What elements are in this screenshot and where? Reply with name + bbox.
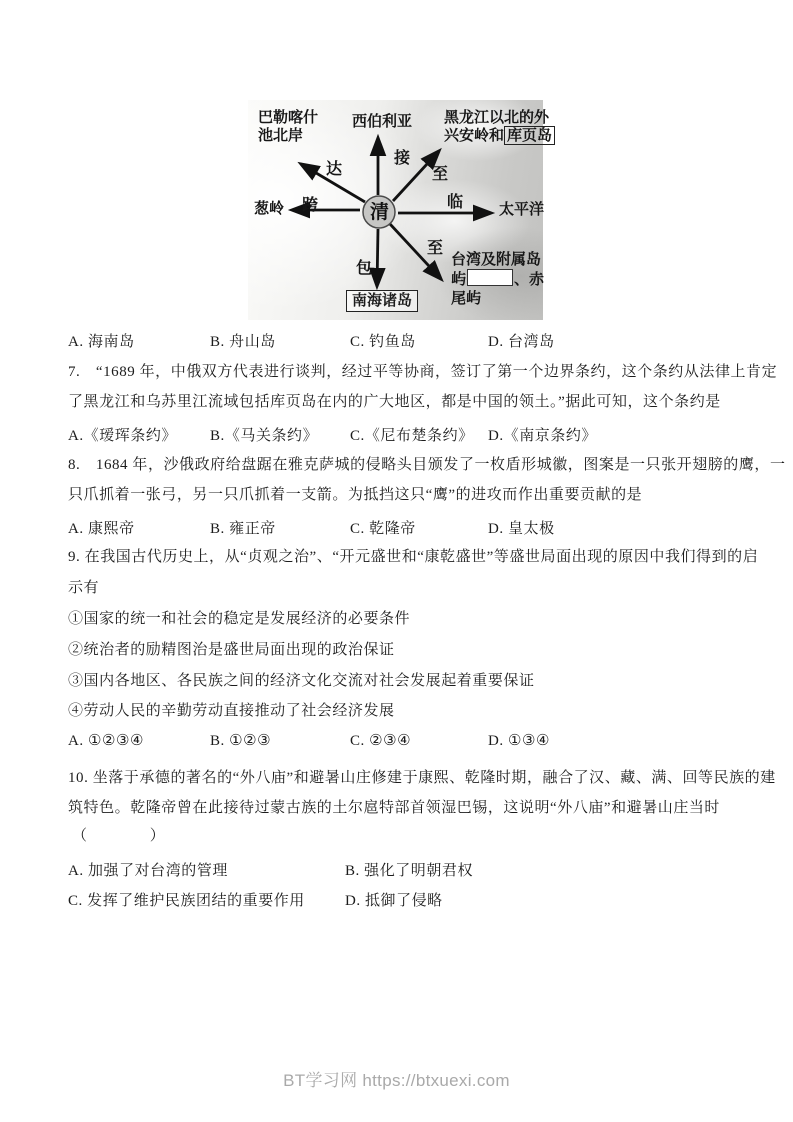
- q9-text-line2: 示有: [68, 580, 100, 596]
- edge-label-da: 达: [326, 161, 343, 178]
- site-watermark: BT学习网 https://btxuexi.com: [283, 1071, 510, 1090]
- q10-text-line2: 筑特色。乾隆帝曾在此接待过蒙古族的土尔扈特部首领湿巴锡，这说明“外八庙”和避暑山庄当时: [68, 800, 720, 816]
- q9-option-c: C. ②③④: [350, 733, 412, 749]
- south-china-sea-box: 南海诸岛: [346, 290, 418, 312]
- qing-territory-diagram: [248, 100, 553, 320]
- q10-option-d: D. 抵御了侵略: [345, 893, 443, 909]
- q9-option-d: D. ①③④: [488, 733, 550, 749]
- q7-option-a: A.《瑷珲条约》: [68, 428, 177, 444]
- q6-option-a: A. 海南岛: [68, 334, 135, 350]
- q9-item-2: ②统治者的励精图治是盛世局面出现的政治保证: [68, 642, 395, 658]
- q8-text-line1: 8. 1684 年，沙俄政府给盘踞在雅克萨城的侵略头目颁发了一枚盾形城徽，图案是一只张开翅膀的鹰，一: [68, 457, 786, 473]
- q9-item-1: ①国家的统一和社会的稳定是发展经济的必要条件: [68, 611, 411, 627]
- q10-answer-parentheses: （ ）: [72, 828, 166, 844]
- q9-item-4: ④劳动人民的辛勤劳动直接推动了社会经济发展: [68, 703, 395, 719]
- q7-options-row: [68, 424, 733, 444]
- q10-text-line1: 10. 坐落于承德的著名的“外八庙”和避暑山庄修建于康熙、乾隆时期，融合了汉、藏、满、回等民族的建: [68, 770, 776, 786]
- q7-option-d: D.《南京条约》: [488, 428, 597, 444]
- q10-options-row-1: [68, 859, 733, 879]
- q10-option-a: A. 加强了对台湾的管理: [68, 863, 228, 879]
- node-siberia: 西伯利亚: [352, 113, 413, 130]
- node-congling: 葱岭: [254, 200, 285, 217]
- q6-option-b: B. 舟山岛: [210, 334, 276, 350]
- q9-item-3: ③国内各地区、各民族之间的经济文化交流对社会发展起着重要保证: [68, 673, 535, 689]
- blank-answer-box: [467, 269, 513, 286]
- q10-option-c: C. 发挥了维护民族团结的重要作用: [68, 893, 305, 909]
- q9-text-line1: 9. 在我国古代历史上，从“贞观之治”、“开元盛世和“康乾盛世”等盛世局面出现的原因中我们得到的启: [68, 549, 759, 565]
- edge-label-kua: 跨: [302, 197, 319, 214]
- q8-text-line2: 只爪抓着一张弓，另一只爪抓着一支箭。为抵挡这只“鹰”的进攻而作出重要贡献的是: [68, 487, 643, 503]
- arrow-south: [377, 229, 378, 286]
- kuye-island-box: 库页岛: [504, 126, 555, 145]
- q10-option-b: B. 强化了明朝君权: [345, 863, 474, 879]
- edge-label-bao: 包: [356, 260, 373, 277]
- q7-option-b: B.《马关条约》: [210, 428, 319, 444]
- qing-center-label: 清: [369, 202, 389, 223]
- q9-options-row: [68, 731, 733, 751]
- q10-options-row-2: [68, 889, 733, 909]
- q8-option-d: D. 皇太极: [488, 521, 555, 537]
- q6-option-c: C. 钓鱼岛: [350, 334, 416, 350]
- node-balkhash: 巴勒喀什 池北岸: [258, 109, 319, 144]
- edge-label-jie: 接: [394, 150, 411, 167]
- q8-options-row: [68, 517, 733, 537]
- edge-label-zhi-se: 至: [427, 240, 444, 257]
- q6-options-row: [68, 330, 733, 350]
- q7-option-c: C.《尼布楚条约》: [350, 428, 474, 444]
- q7-text-line2: 了黑龙江和乌苏里江流域包括库页岛在内的广大地区，都是中国的领土。”据此可知，这个条约是: [68, 394, 721, 410]
- q9-option-a: A. ①②③④: [68, 733, 144, 749]
- edge-label-zhi-ne: 至: [432, 166, 449, 183]
- edge-label-lin: 临: [447, 194, 464, 211]
- node-pacific: 太平洋: [499, 201, 545, 218]
- q8-option-c: C. 乾隆帝: [350, 521, 416, 537]
- q7-text-line1: 7. “1689 年，中俄双方代表进行谈判，经过平等协商，签订了第一个边界条约，这个条约从法律上肯定: [68, 364, 778, 380]
- q6-option-d: D. 台湾岛: [488, 334, 555, 350]
- node-taiwan: 台湾及附属岛 屿 、赤 尾屿: [451, 251, 545, 307]
- q9-option-b: B. ①②③: [210, 733, 272, 749]
- q8-option-a: A. 康熙帝: [68, 521, 135, 537]
- q8-option-b: B. 雍正帝: [210, 521, 276, 537]
- node-heilongjiang: 黑龙江以北的外 兴安岭和 库页岛: [444, 109, 555, 145]
